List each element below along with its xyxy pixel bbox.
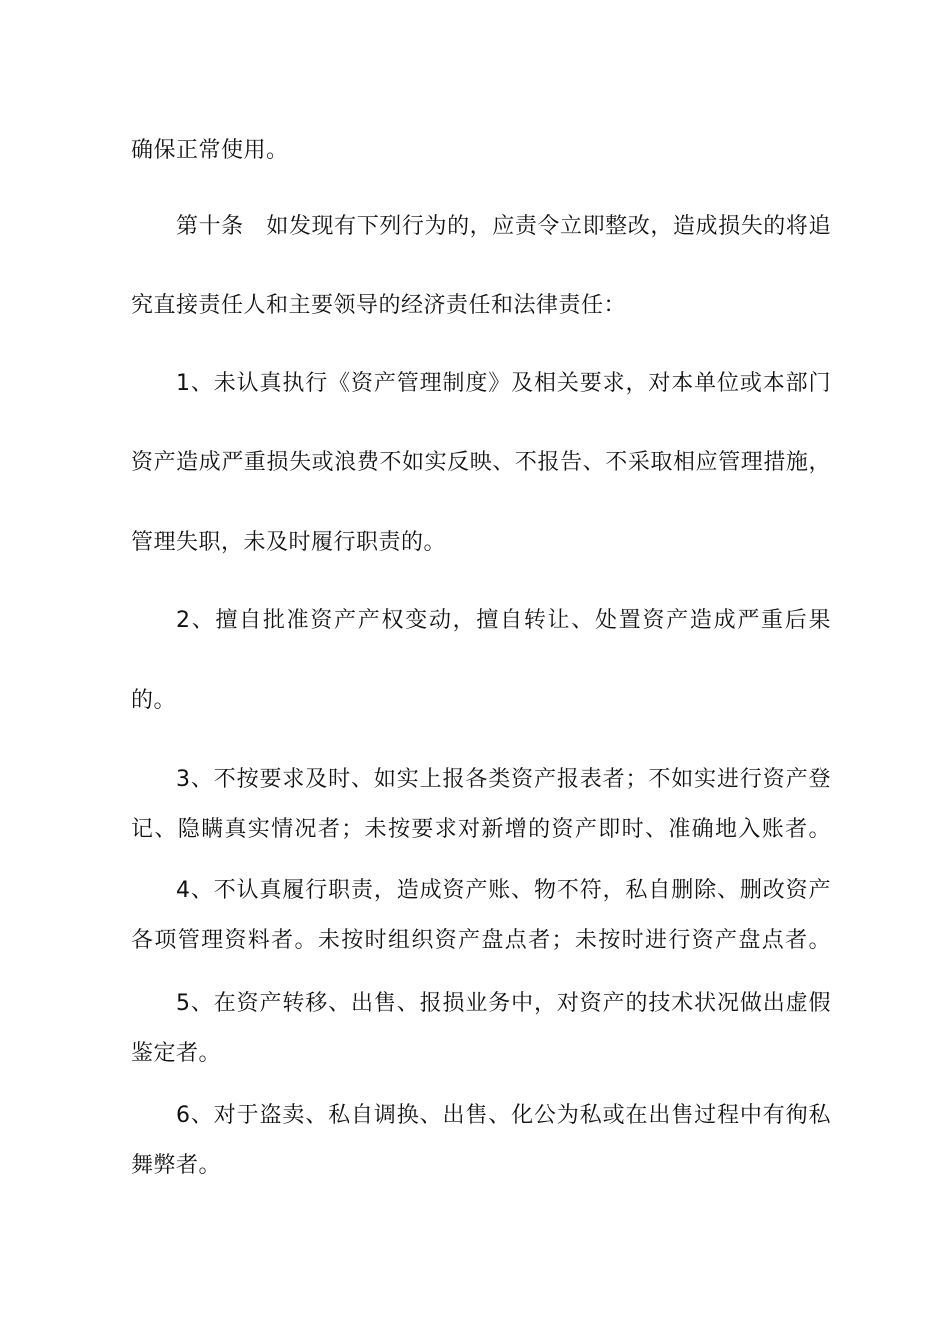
paragraph-line: 究直接责任人和主要领导的经济责任和法律责任： (131, 293, 627, 318)
item-2-line: 2、擅自批准资产产权变动，擅自转让、处置资产造成严重后果 (176, 608, 831, 633)
paragraph-line: 各项管理资料者。未按时组织资产盘点者；未按时进行资产盘点者。 (131, 928, 831, 953)
paragraph-line: 记、隐瞒真实情况者；未按要求对新增的资产即时、准确地入账者。 (131, 817, 831, 842)
paragraph-line: 确保正常使用。 (131, 138, 289, 163)
item-3-line: 3、不按要求及时、如实上报各类资产报表者；不如实进行资产登 (176, 767, 831, 792)
paragraph-line: 舞弊者。 (131, 1153, 222, 1178)
paragraph-line: 鉴定者。 (131, 1041, 222, 1066)
item-6-line: 6、对于盗卖、私自调换、出售、化公为私或在出售过程中有徇私 (176, 1103, 831, 1128)
paragraph-line: 的。 (131, 688, 177, 713)
item-4-line: 4、不认真履行职责，造成资产账、物不符，私自删除、删改资产 (176, 878, 831, 903)
item-1-line: 1、未认真执行《资产管理制度》及相关要求，对本单位或本部门 (176, 371, 831, 396)
paragraph-line: 管理失职，未及时履行职责的。 (131, 530, 447, 555)
article-ten-heading-line: 第十条 如发现有下列行为的，应责令立即整改，造成损失的将追 (176, 214, 831, 239)
paragraph-line: 资产造成严重损失或浪费不如实反映、不报告、不采取相应管理措施， (131, 450, 831, 475)
item-5-line: 5、在资产转移、出售、报损业务中，对资产的技术状况做出虚假 (176, 991, 831, 1016)
